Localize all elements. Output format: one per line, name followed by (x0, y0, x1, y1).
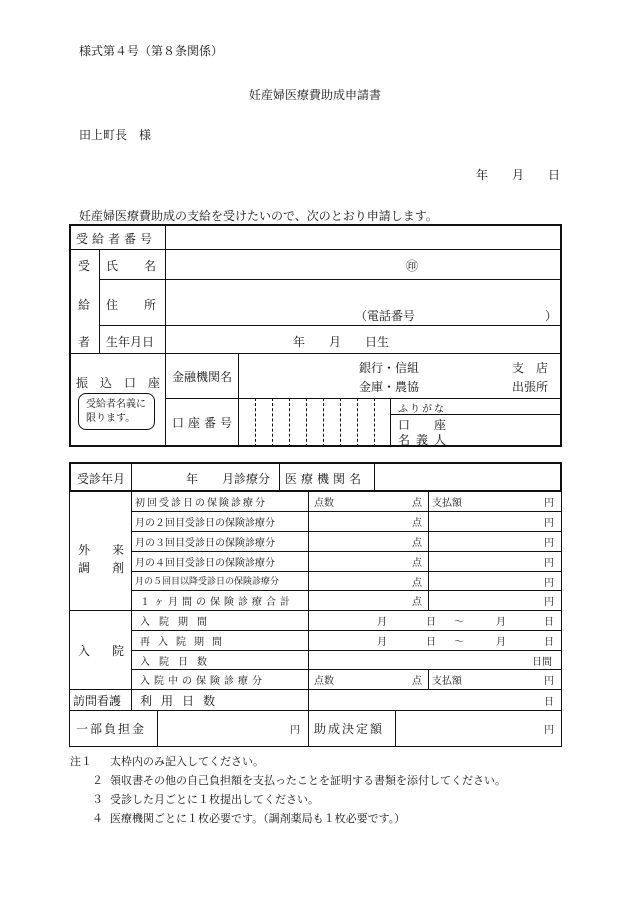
outpatient-row-1-yen-unit: 円 (544, 498, 554, 509)
bank-type-1: 銀行・信組 (359, 361, 420, 375)
transfer-note: 受給者名義に限ります。 (86, 399, 146, 424)
birth-day-unit: 日生 (365, 335, 390, 349)
visit-year-unit: 年 (186, 472, 199, 486)
outpatient-row-4-points-unit: 点 (412, 558, 422, 569)
recipient-group-label-1: 受 (77, 259, 90, 273)
copay-label: 一部負担金 (76, 722, 147, 736)
form-number: 様式第４号（第８条関係） (79, 44, 224, 58)
inpatient-days-unit: 日間 (532, 657, 552, 668)
note-1-number: 注１ (70, 755, 92, 768)
intro-text: 妊産婦医療費助成の支給を受けたいので、次のとおり申請します。 (79, 209, 438, 223)
name-label: 氏 名 (106, 259, 156, 273)
outpatient-row-5-label: 月の５回目以降受診日の保険診療分 (135, 577, 280, 587)
name-field[interactable] (168, 252, 558, 276)
readmission-period-label: 再入院期間 (140, 637, 230, 648)
inpatient-period-tilde: ～ (454, 617, 464, 628)
outpatient-total-label: １ヶ月間の保険診療合計 (140, 597, 294, 608)
dispensing-label: 調 剤 (78, 561, 124, 575)
transfer-account-label: 振 込 口 座 (76, 376, 161, 390)
institution-label: 医療機関名 (285, 472, 366, 486)
note-4-text: 医療機関ごとに１枚必要です。（調剤薬局も１枚必要です。） (110, 812, 406, 825)
inpatient-yen-unit: 円 (544, 676, 554, 687)
outpatient-row-1-points-label: 点数 (314, 498, 334, 509)
note-2-text: 領収書その他の自己負担額を支払ったことを証明する書類を添付してください。 (110, 774, 506, 787)
addressee: 田上町長 様 (79, 128, 152, 142)
inpatient-period-day2: 日 (544, 617, 554, 628)
account-number-label: 口座番号 (172, 416, 237, 430)
account-holder-field[interactable] (454, 416, 558, 445)
recipient-number-label: 受給者番号 (76, 232, 157, 246)
inpatient-days-label: 入院日数 (140, 657, 216, 668)
phone-close: ） (545, 309, 558, 323)
inpatient-period-month2: 月 (496, 617, 506, 628)
page-title: 妊産婦医療費助成申請書 (248, 88, 381, 102)
outpatient-row-5-points-unit: 点 (412, 578, 422, 589)
outpatient-row-2-points-unit: 点 (412, 518, 422, 529)
outpatient-row-3-label: 月の３回目受診日の保険診療分 (135, 538, 275, 549)
note-1-text: 太枠内のみ記入してください。 (110, 755, 264, 768)
readmission-tilde: ～ (454, 637, 464, 648)
inpatient-period-month1: 月 (377, 617, 387, 628)
note-4-number: ４ (92, 812, 103, 825)
outpatient-row-2-yen-unit: 円 (544, 518, 554, 529)
inpatient-points-label: 点数 (314, 676, 334, 687)
visiting-days-unit: 日 (544, 697, 554, 708)
inpatient-period-day1: 日 (426, 617, 436, 628)
address-label: 住 所 (106, 298, 156, 312)
date-year-label: 年 (476, 168, 489, 182)
seal-mark: ㊞ (406, 259, 419, 273)
recipient-group-label-3: 者 (77, 335, 90, 349)
furigana-label: ふりがな (398, 404, 446, 415)
outpatient-row-4-label: 月の４回目受診日の保険診療分 (135, 558, 275, 569)
visiting-nurse-label: 訪問看護 (73, 694, 122, 708)
branch-label-1: 支 店 (512, 361, 548, 375)
outpatient-total-yen-unit: 円 (544, 597, 554, 608)
account-number-field[interactable] (241, 400, 387, 445)
bank-institution-label: 金融機関名 (172, 370, 233, 384)
decision-unit: 円 (544, 725, 554, 736)
readmission-month1: 月 (377, 637, 387, 648)
institution-field[interactable] (378, 465, 558, 489)
account-holder-label-1: 口 座 (398, 418, 446, 432)
date-month-label: 月 (512, 168, 525, 182)
bank-name-field[interactable] (242, 356, 352, 394)
outpatient-row-2-label: 月の２回目受診日の保険診療分 (135, 518, 275, 529)
outpatient-row-3-yen-unit: 円 (544, 538, 554, 549)
inpatient-pay-label: 支払額 (432, 676, 462, 687)
copay-unit: 円 (290, 725, 300, 736)
account-holder-label-2: 名 義 人 (398, 433, 446, 447)
outpatient-row-1-points-unit: 点 (412, 498, 422, 509)
recipient-number-field[interactable] (168, 227, 558, 247)
readmission-day2: 日 (544, 637, 554, 648)
birthdate-label: 生年月日 (106, 335, 155, 349)
outpatient-row-5-yen-unit: 円 (544, 578, 554, 589)
address-field[interactable] (168, 282, 558, 302)
recipient-group-label-2: 給 (77, 298, 90, 312)
note-2-number: ２ (92, 774, 103, 787)
readmission-month2: 月 (496, 637, 506, 648)
outpatient-row-3-points-unit: 点 (412, 538, 422, 549)
decision-label: 助成決定額 (314, 722, 385, 736)
date-day-label: 日 (548, 168, 561, 182)
bank-type-2: 金庫・農協 (359, 380, 420, 394)
outpatient-label: 外 来 (78, 543, 124, 557)
branch-label-2: 出張所 (512, 380, 549, 394)
note-3-number: ３ (92, 793, 103, 806)
visiting-days-label: 利用日数 (140, 694, 225, 708)
visit-month-label: 受診年月 (77, 472, 126, 486)
birth-month-unit: 月 (329, 335, 342, 349)
inpatient-label: 入 院 (78, 644, 124, 658)
outpatient-row-1-pay-label: 支払額 (432, 498, 462, 509)
outpatient-row-4-yen-unit: 円 (544, 558, 554, 569)
readmission-day1: 日 (426, 637, 436, 648)
outpatient-total-points-unit: 点 (412, 597, 422, 608)
inpatient-points-unit: 点 (412, 676, 422, 687)
furigana-field[interactable] (454, 400, 558, 413)
inpatient-period-label: 入院期間 (140, 617, 216, 628)
visit-month-unit: 月診療分 (222, 472, 271, 486)
phone-label: （電話番号 (355, 309, 416, 323)
inpatient-insurance-label: 入院中の保険診療分 (140, 676, 266, 687)
birth-year-unit: 年 (293, 335, 306, 349)
outpatient-row-1-label: 初回受診日の保険診療分 (135, 498, 267, 509)
note-3-text: 受診した月ごとに１枚提出してください。 (110, 793, 319, 806)
